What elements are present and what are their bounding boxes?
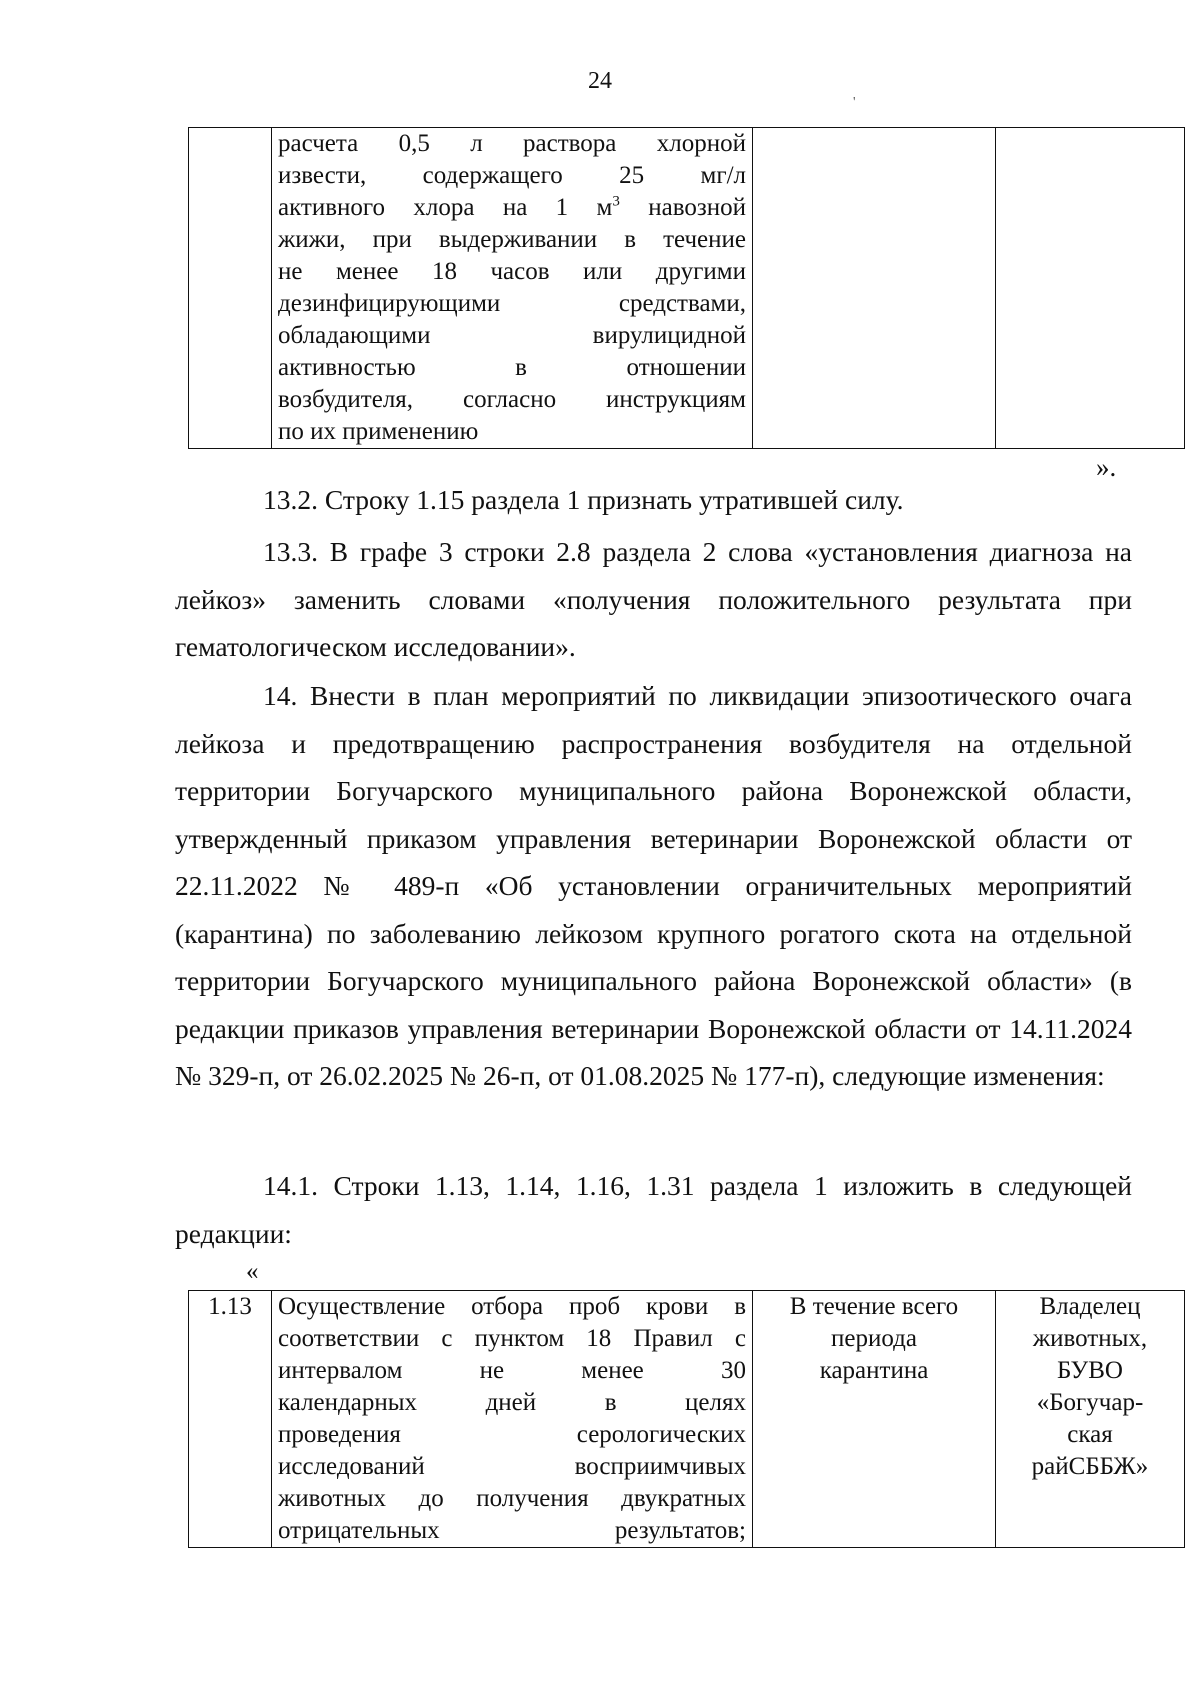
- paragraph-14: 14. Внести в план мероприятий по ликвидации эпизоотического очага лейкоза и предотвращению распространения возбудителя на отдельной территории Богучарского муниципального района Воронежской области, утвержденный приказом управления ветеринарии Воронежской области от 22.11.2022 № 489-п «Об установлении ограничительных мероприятий (карантина) по заболеванию лейкозом крупного рогатого скота на отдельной территории Богучарского муниципального района Воронежской области» (в редакции приказов управления ветеринарии Воронежской области от 14.11.2024 № 329-п, от 26.02.2025 № 26-п, от 01.08.2025 № 177-п), следующие изменения:: [175, 680, 1132, 1091]
- cell-line: активностью в отношении: [278, 354, 746, 381]
- cell-line-part: активного хлора на 1 м: [278, 194, 613, 221]
- cell-line: БУВО: [1057, 1357, 1123, 1384]
- cell-line: интервалом не менее 30: [278, 1357, 746, 1384]
- paragraph-14-1: 14.1. Строки 1.13, 1.14, 1.16, 1.31 раздела 1 изложить в следующей редакции:: [175, 1170, 1132, 1249]
- cell-line: В течение всего: [789, 1293, 959, 1320]
- cell-number: [189, 128, 272, 449]
- superscript: 3: [612, 193, 620, 210]
- cell-term: [753, 1291, 996, 1548]
- cell-line: карантина: [819, 1357, 929, 1384]
- cell-line: «Богучар-: [1036, 1389, 1144, 1416]
- cell-action: [272, 1291, 753, 1548]
- cell-line: проведения серологических: [278, 1421, 746, 1448]
- cell-line: не менее 18 часов или другими: [278, 258, 746, 285]
- cell-line: расчета 0,5 л раствора хлорной: [278, 130, 746, 157]
- cell-line: периода: [831, 1325, 917, 1352]
- cell-number: 1.13: [189, 1291, 272, 1548]
- closing-quote: ».: [1096, 452, 1117, 482]
- table-row: [189, 1291, 1185, 1548]
- cell-line: [278, 192, 746, 224]
- cell-line: дезинфицирующими средствами,: [278, 290, 746, 317]
- cell-line: животных,: [1032, 1325, 1148, 1352]
- table-row: [189, 128, 1185, 449]
- opening-quote: «: [246, 1258, 259, 1285]
- cell-line: отрицательных результатов;: [278, 1517, 746, 1544]
- cell-line: жижи, при выдерживании в течение: [278, 226, 746, 253]
- cell-line: Владелец: [1039, 1293, 1141, 1320]
- cell-line: ская: [1067, 1421, 1113, 1448]
- cell-line: Осуществление отбора проб крови в: [278, 1293, 746, 1320]
- page-number: 24: [588, 68, 612, 94]
- cell-line: животных до получения двукратных: [278, 1485, 746, 1512]
- cell-line: райСББЖ»: [1031, 1453, 1149, 1480]
- cell-term: [753, 128, 996, 449]
- cell-line-part: навозной: [648, 194, 746, 221]
- measures-table-new-rows: [188, 1290, 1185, 1548]
- cell-responsible: [996, 128, 1185, 449]
- paragraph-13-2: 13.2. Строку 1.15 раздела 1 признать утратившей силу.: [263, 484, 904, 515]
- cell-responsible: [996, 1291, 1185, 1548]
- cell-line: извести, содержащего 25 мг/л: [278, 162, 746, 189]
- cell-line: обладающими вирулицидной: [278, 322, 746, 349]
- measures-table-continuation: [188, 127, 1185, 449]
- paragraph-13-3: 13.3. В графе 3 строки 2.8 раздела 2 слова «установления диагноза на лейкоз» заменить словами «получения положительного результата при гематологическом исследовании».: [175, 536, 1132, 662]
- cell-action: [272, 128, 753, 449]
- cell-line: по их применению: [278, 418, 479, 445]
- cell-line: соответствии с пунктом 18 Правил с: [278, 1325, 746, 1352]
- scan-mark: ': [853, 95, 856, 110]
- cell-line: исследований восприимчивых: [278, 1453, 746, 1480]
- cell-line: календарных дней в целях: [278, 1389, 746, 1416]
- cell-line: возбудителя, согласно инструкциям: [278, 386, 746, 413]
